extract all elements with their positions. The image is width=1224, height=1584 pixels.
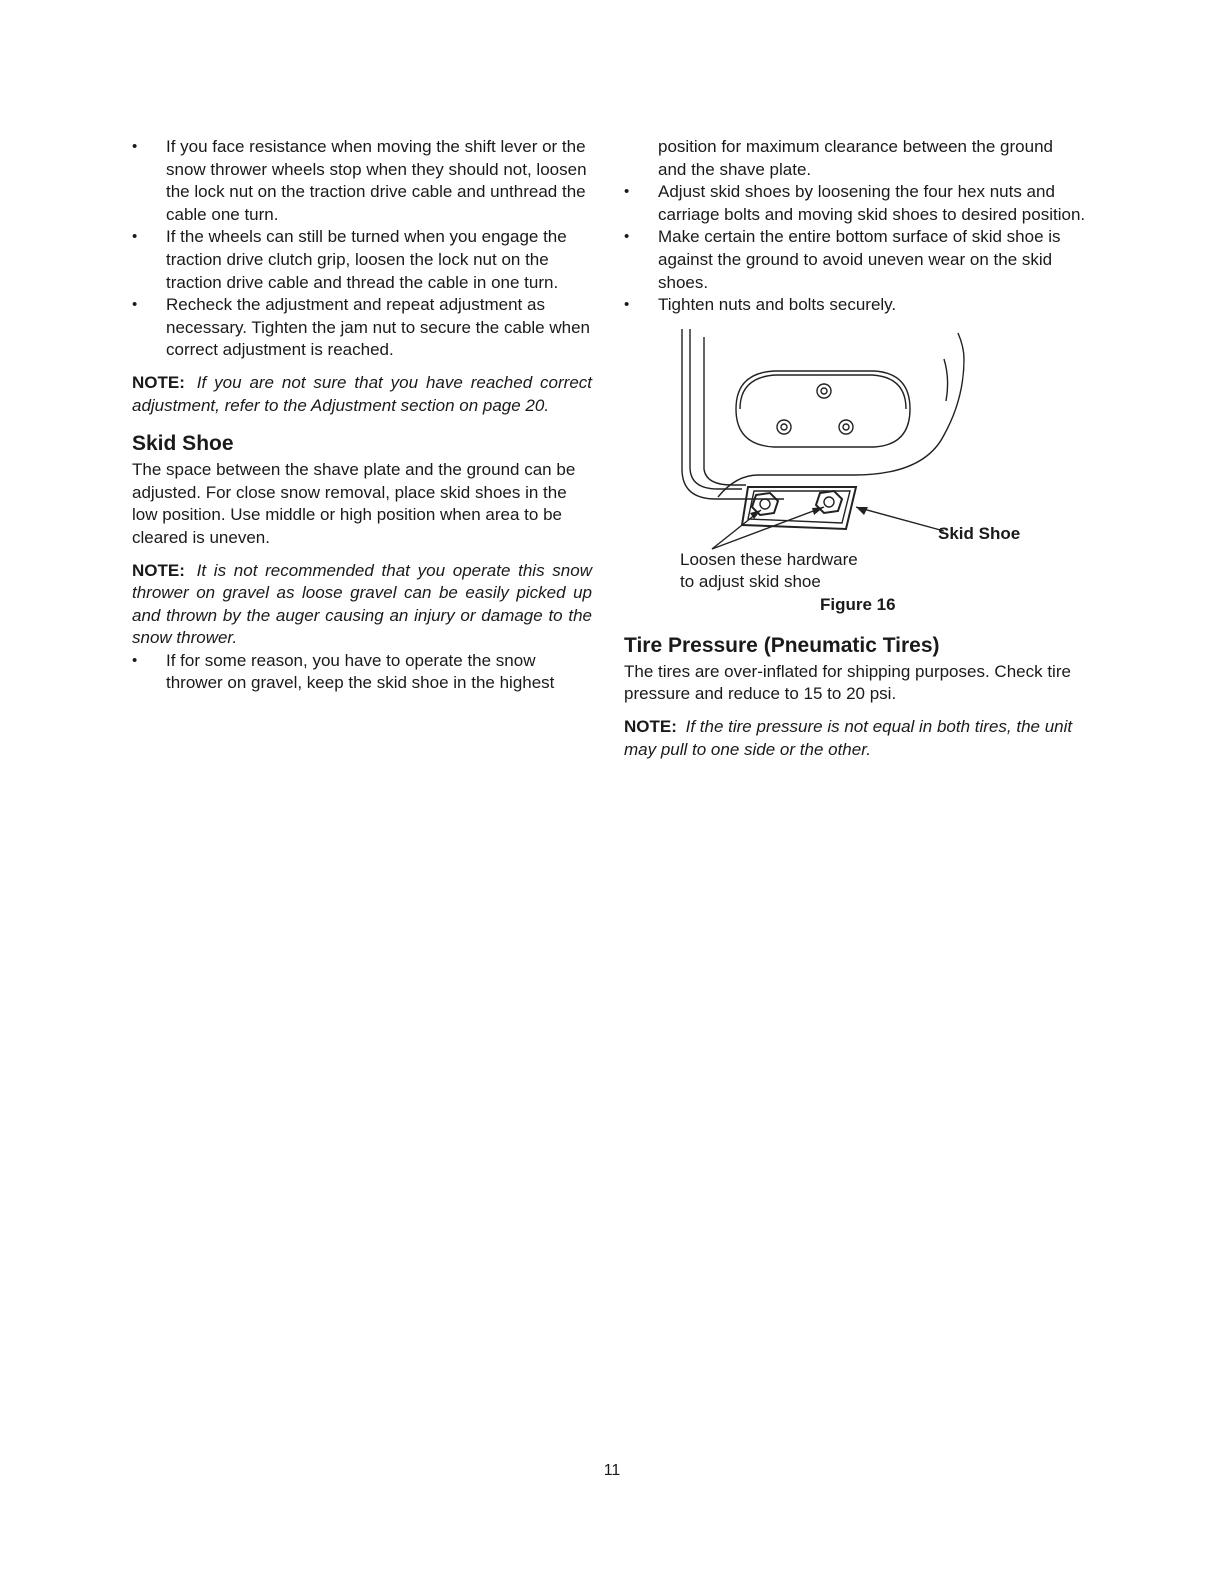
skid-shoe-bullet-list [624, 181, 1086, 317]
note-label: NOTE: [624, 716, 677, 736]
list-item: • Tighten nuts and bolts securely. [624, 294, 1086, 317]
list-item: • Make certain the entire bottom surface of skid shoe is against the ground to avoid uneven wear on the skid shoes. [624, 226, 1086, 294]
note-text: It is not recommended that you operate this snow thrower on gravel as loose gravel can be easily picked up and thrown by the auger causing an injury or damage to the snow thrower. [132, 560, 592, 648]
list-item: • Recheck the adjustment and repeat adjustment as necessary. Tighten the jam nut to secure the cable when correct adjustment is reached. [132, 294, 592, 362]
tire-pressure-heading: Tire Pressure (Pneumatic Tires) [624, 633, 940, 657]
skid-shoe-heading: Skid Shoe [132, 432, 234, 456]
note-text: If you are not sure that you have reached correct adjustment, refer to the Adjustment section on page 20. [132, 372, 592, 415]
figure-16 [624, 319, 1086, 619]
housing-inner-line [704, 337, 746, 485]
list-item: • If the wheels can still be turned when you engage the traction drive clutch grip, loosen the lock nut on the traction drive cable and thread the cable in one turn. [132, 226, 592, 294]
arrowhead-icon [856, 507, 868, 515]
note-text: If the tire pressure is not equal in both tires, the unit may pull to one side or the other. [624, 716, 1073, 759]
hardware-label [680, 549, 858, 594]
right-column [624, 136, 1086, 761]
note-adjustment [132, 372, 592, 417]
left-column [132, 136, 592, 695]
housing-curve [944, 359, 948, 401]
housing-inner-line [690, 329, 742, 489]
skid-shoe-label: Skid Shoe [938, 523, 1021, 543]
page-number: 11 [603, 1462, 621, 1479]
housing-outline [682, 329, 784, 499]
note-gravel [132, 560, 592, 650]
list-item: • If for some reason, you have to operate the snow thrower on gravel, keep the skid shoe in the highest [132, 650, 592, 695]
side-plate-oval-rim [740, 375, 906, 409]
side-plate-oval [736, 371, 910, 447]
bolt-icon [777, 420, 791, 434]
gravel-bullet-list [132, 650, 592, 695]
bolt-icon [839, 420, 853, 434]
bolt-icon [821, 388, 827, 394]
hardware-label-line: to adjust skid shoe [680, 572, 821, 592]
list-item: • Adjust skid shoes by loosening the four hex nuts and carriage bolts and moving skid shoes to desired position. [624, 181, 1086, 226]
note-tire-pressure [624, 716, 1086, 761]
note-label: NOTE: [132, 560, 185, 580]
list-item: • If you face resistance when moving the shift lever or the snow thrower wheels stop when they should not, loosen the lock nut on the traction drive cable and unthread the cable one turn. [132, 136, 592, 226]
hardware-label-line: Loosen these hardware [680, 549, 858, 569]
tire-pressure-paragraph: The tires are over-inflated for shipping purposes. Check tire pressure and reduce to 15 to 20 psi. [624, 661, 1071, 704]
bolt-icon [843, 424, 849, 430]
skid-shoe-paragraph: The space between the shave plate and the ground can be adjusted. For close snow removal, place skid shoes in the low position. Use middle or high position when area to be cleared is uneven. [132, 460, 576, 547]
hex-nut-icon [824, 497, 834, 507]
skid-shoe-inner [748, 491, 850, 523]
adjustment-bullet-list [132, 136, 592, 362]
continued-bullet-text: position for maximum clearance between the ground and the shave plate. [658, 137, 1053, 179]
leader-line [856, 507, 944, 531]
bolt-icon [781, 424, 787, 430]
bolt-icon [817, 384, 831, 398]
note-label: NOTE: [132, 372, 185, 392]
housing-curve [718, 333, 964, 497]
hex-nut-icon [760, 499, 770, 509]
figure-caption: Figure 16 [820, 594, 896, 614]
